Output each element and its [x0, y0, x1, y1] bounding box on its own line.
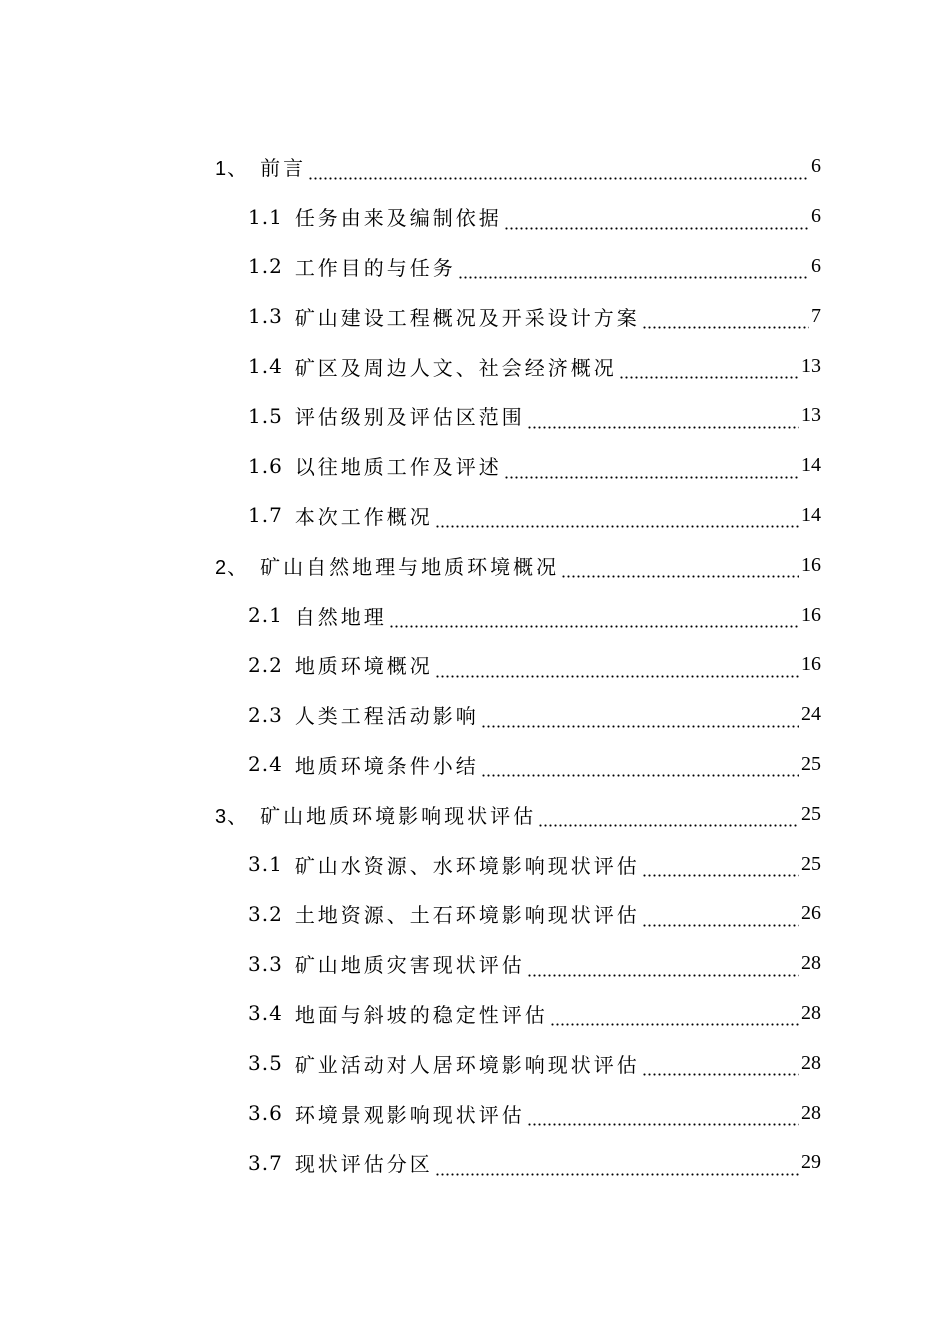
toc-dot-leader [435, 1157, 799, 1177]
toc-entry-title: 以往地质工作及评述 [294, 455, 502, 480]
toc-entry-page-number: 25 [801, 802, 821, 825]
toc-entry-number: 1.3 [248, 304, 283, 329]
toc-entry-number: 1.5 [248, 403, 283, 428]
toc-entry-number: 1.1 [248, 204, 283, 229]
toc-entry-number: 1.2 [248, 254, 283, 279]
toc-dot-leader [504, 460, 799, 480]
toc-entry-title: 自然地理 [294, 604, 387, 629]
toc-entry-number: 1.4 [248, 354, 283, 379]
toc-entry-number: 3.4 [248, 1001, 283, 1026]
toc-entry[interactable] [0, 391, 950, 441]
toc-entry[interactable] [0, 142, 950, 192]
toc-dot-leader [527, 958, 799, 978]
toc-entry-page-number: 6 [811, 155, 821, 178]
toc-entry-number: 2.2 [248, 652, 283, 677]
toc-entry-number: 3.2 [248, 901, 283, 926]
toc-entry-page-number: 16 [801, 653, 821, 676]
toc-dot-leader [642, 1057, 799, 1077]
toc-entry-number: 3.6 [248, 1101, 283, 1126]
toc-dot-leader [538, 808, 799, 828]
toc-dot-leader [435, 659, 799, 679]
toc-dot-leader [527, 410, 799, 430]
toc-entry-page-number: 25 [801, 852, 821, 875]
toc-entry[interactable] [0, 590, 950, 640]
toc-entry[interactable] [0, 1088, 950, 1138]
toc-entry-page-number: 14 [801, 503, 821, 526]
toc-entry-page-number: 24 [801, 703, 821, 726]
toc-entry-page-number: 28 [801, 1051, 821, 1074]
toc-entry[interactable] [0, 291, 950, 341]
toc-entry[interactable] [0, 491, 950, 541]
toc-entry[interactable] [0, 1138, 950, 1188]
toc-entry-title: 矿山自然地理与地质环境概况 [260, 554, 560, 579]
toc-entry[interactable] [0, 740, 950, 790]
toc-entry-number: 3、 [215, 805, 249, 828]
toc-dot-leader [481, 758, 799, 778]
toc-entry[interactable] [0, 540, 950, 590]
toc-entry-page-number: 6 [811, 205, 821, 228]
toc-entry-page-number: 16 [801, 603, 821, 626]
toc-entry-number: 1.7 [248, 503, 283, 528]
toc-entry-page-number: 6 [811, 254, 821, 277]
toc-entry-title: 现状评估分区 [294, 1152, 433, 1177]
toc-entry-title: 土地资源、土石环境影响现状评估 [294, 903, 640, 928]
toc-entry-number: 2.3 [248, 702, 283, 727]
toc-entry[interactable] [0, 640, 950, 690]
toc-dot-leader [642, 908, 799, 928]
toc-entry[interactable] [0, 192, 950, 242]
toc-entry[interactable] [0, 441, 950, 491]
toc-entry-title: 矿区及周边人文、社会经济概况 [294, 355, 617, 380]
toc-entry-page-number: 7 [811, 304, 821, 327]
toc-dot-leader [458, 260, 809, 280]
toc-entry[interactable] [0, 989, 950, 1039]
toc-entry[interactable] [0, 341, 950, 391]
toc-entry[interactable] [0, 690, 950, 740]
toc-entry[interactable] [0, 1038, 950, 1088]
toc-dot-leader [435, 509, 799, 529]
toc-entry-title: 矿业活动对人居环境影响现状评估 [294, 1052, 640, 1077]
toc-dot-leader [550, 1007, 799, 1027]
toc-dot-leader [619, 360, 799, 380]
toc-entry-title: 环境景观影响现状评估 [294, 1102, 525, 1127]
table-of-contents [0, 142, 950, 1188]
toc-entry-title: 地质环境条件小结 [294, 753, 479, 778]
toc-entry-page-number: 28 [801, 1101, 821, 1124]
toc-entry-number: 3.3 [248, 951, 283, 976]
toc-dot-leader [308, 161, 809, 181]
toc-dot-leader [642, 858, 799, 878]
toc-entry[interactable] [0, 242, 950, 292]
toc-entry-number: 3.5 [248, 1051, 283, 1076]
toc-dot-leader [527, 1107, 799, 1127]
toc-entry-title: 地面与斜坡的稳定性评估 [294, 1002, 548, 1027]
toc-entry-number: 2、 [215, 556, 249, 579]
toc-entry-title: 地质环境概况 [294, 654, 433, 679]
toc-entry[interactable] [0, 889, 950, 939]
toc-dot-leader [642, 310, 809, 330]
toc-entry-title: 任务由来及编制依据 [294, 206, 502, 231]
toc-entry-number: 1、 [215, 158, 249, 181]
toc-entry[interactable] [0, 789, 950, 839]
toc-entry-number: 2.1 [248, 603, 283, 628]
toc-entry-page-number: 28 [801, 1001, 821, 1024]
toc-entry-page-number: 13 [801, 404, 821, 427]
toc-entry-number: 2.4 [248, 752, 283, 777]
toc-entry-title: 工作目的与任务 [294, 255, 456, 280]
toc-entry-title: 评估级别及评估区范围 [294, 405, 525, 430]
toc-dot-leader [561, 559, 799, 579]
toc-entry-page-number: 25 [801, 752, 821, 775]
toc-entry-page-number: 14 [801, 454, 821, 477]
toc-entry-number: 1.6 [248, 453, 283, 478]
toc-entry-title: 矿山水资源、水环境影响现状评估 [294, 853, 640, 878]
toc-entry-page-number: 13 [801, 354, 821, 377]
toc-entry-number: 3.1 [248, 852, 283, 877]
toc-entry[interactable] [0, 839, 950, 889]
toc-entry-title: 矿山地质灾害现状评估 [294, 953, 525, 978]
toc-entry-title: 本次工作概况 [294, 504, 433, 529]
toc-entry-title: 前言 [260, 156, 307, 181]
toc-entry-page-number: 29 [801, 1151, 821, 1174]
toc-entry-page-number: 26 [801, 902, 821, 925]
toc-dot-leader [389, 609, 799, 629]
toc-entry-page-number: 28 [801, 952, 821, 975]
toc-dot-leader [481, 709, 799, 729]
toc-entry-page-number: 16 [801, 553, 821, 576]
toc-dot-leader [504, 211, 809, 231]
toc-entry-title: 矿山建设工程概况及开采设计方案 [294, 305, 640, 330]
toc-entry[interactable] [0, 939, 950, 989]
toc-entry-title: 矿山地质环境影响现状评估 [260, 803, 537, 828]
toc-entry-title: 人类工程活动影响 [294, 704, 479, 729]
toc-entry-number: 3.7 [248, 1150, 283, 1175]
